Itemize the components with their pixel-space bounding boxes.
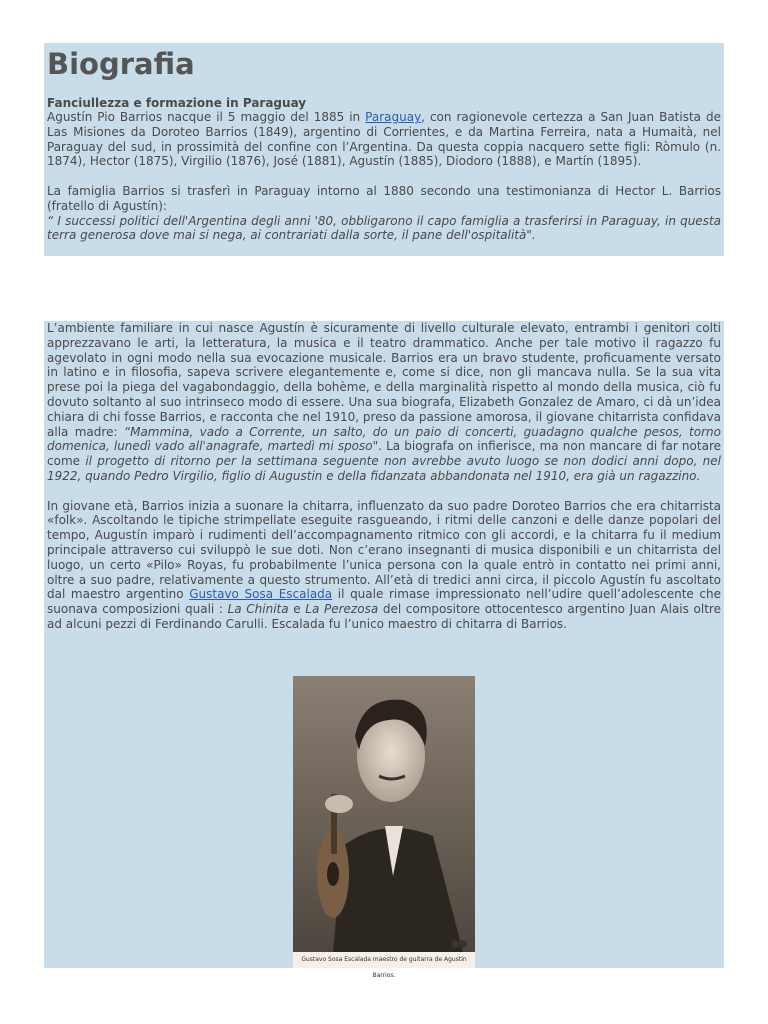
paragraph-guitar-text-c: e — [288, 602, 306, 617]
biography-main-block — [44, 321, 724, 979]
paragraph-move-text: La famiglia Barrios si trasferì in Paraguay intorno al 1880 secondo una testimonianza di Hector L. Barrios (fratello di Agustín): — [47, 183, 721, 213]
paraguay-link[interactable]: Paraguay — [365, 110, 422, 124]
paragraph-birth-text-a: Agustín Pio Barrios nacque il 5 maggio del 1885 in — [47, 110, 366, 124]
paragraph-family-text-a: L’ambiente familiare in cui nasce Agustín è sicuramente di livello culturale elevato, entrambi i genitori colti apprezzavano le arti, la letteratura, la musica e il teatro drammatico. Anche per tale motivo il ragazzo fu agevolato in ogni modo nella sua evocazione musicale. Barrios era un bravo studente, proficuamente versato in latino e in filosofia, sapeva scrivere elegantemente e, come si dice, non gli mancava nulla. Se la sua vita prese poi la piega del vagabondaggio, della bohème, e della marginalità rispetto al mondo della musica, ciò fu dovuto soltanto al suo intrinseco modo di essere. Una sua biografa, Elizabeth Gonzalez de Amaro, ci dà un’idea chiara di chi fosse Barrios, e racconta che nel 1910, preso da passione amorosa, il giovane chitarrista confidava alla madre: — [47, 321, 721, 439]
paragraph-family-text-c: ". La biografa on infierisce, ma non mancare di far notare come — [47, 439, 721, 469]
la-perezosa-title: La Perezosa — [305, 602, 379, 617]
page-title: Biografia — [47, 47, 195, 81]
photo-figure — [293, 676, 475, 979]
biographer-remark: il progetto di ritorno per la settimana seguente non avrebbe avuto luogo se non dodici anni dopo, nel 1922, quando Pedro Virgilio, figlio di Augustin e della fidanzata abbandonata nel 1910, era già un ragazzino. — [47, 454, 721, 483]
paragraph-guitar-text-b: il quale rimase impressionato nell’udire quell’adolescente che suonava composizioni quali : — [47, 587, 722, 617]
portrait-photo — [293, 676, 475, 952]
paragraph-guitar-text-a: In giovane età, Barrios inizia a suonare la chitarra, influenzato da suo padre Doroteo Barrios che era chitarrista «folk». Ascoltando le tipiche strimpellate eseguite rasgueando, i ritmi delle canzoni e delle danze popolari del tempo, Augustín imparò i rudimenti dell’accompagnamento ritmico con gli accordi, e la chitarra fu il medium principale attraverso cui sviluppò le sue doti. Non c’erano insegnanti di musica disponibili e un chitarrista del luogo, un certo «Pilo» Royas, fu probabilmente l’unica persona con la quale entrò in contatto nei primi anni, oltre a suo padre, relativamente a questo strumento. All’età di tredici anni circa, il piccolo Agustín fu ascoltato dal maestro argentino — [47, 498, 721, 602]
la-chinita-title: La Chinita — [227, 602, 289, 617]
biography-intro-block — [44, 43, 724, 256]
photo-caption: Gustavo Sosa Escalada maestro de guitarra de Agustín Barrios. — [293, 952, 475, 968]
paragraph-family — [47, 321, 721, 484]
hector-quote: “ I successi politici dell'Argentina degli anni '80, obbligarono il capo famiglia a trasferirsi in Paraguay, in questa terra generosa dove mai si nega, ai contrariati dalla sorte, il pane dell'ospitalità". — [47, 213, 721, 243]
gustavo-sosa-escalada-link[interactable]: Gustavo Sosa Escalada — [189, 587, 333, 602]
paragraph-guitar-text-d: del compositore ottocentesco argentino Juan Alais oltre ad alcuni pezzi di Ferdinando Carulli. Escalada fu l’unico maestro di chitarra di Barrios. — [47, 602, 721, 631]
mother-quote: “Mammina, vado a Corrente, un salto, do un paio di concerti, guadagno qualche pesos, torno domenica, lunedì vado all'anagrafe, martedì mi sposo — [47, 424, 721, 454]
section-heading: Fanciullezza e formazione in Paraguay — [47, 96, 307, 110]
paragraph-move — [47, 184, 721, 243]
paragraph-guitar — [47, 499, 721, 632]
paragraph-birth-text-b: , con ragionevole certezza a San Juan Batista de Las Misiones da Doroteo Barrios (1849), argentino di Corrientes, e da Martina Ferreira, nata a Humaità, nel Paraguay del sud, in prossimità del confine con l’Argentina. Da questa coppia nacquero sette figli: Ròmulo (n. 1874), Hector (1875), Virgilio (1876), José (1881), Agustín (1885), Diodoro (1888), e Martín (1895). — [47, 110, 721, 169]
portrait-illustration — [293, 676, 475, 952]
paragraph-birth — [47, 110, 721, 169]
